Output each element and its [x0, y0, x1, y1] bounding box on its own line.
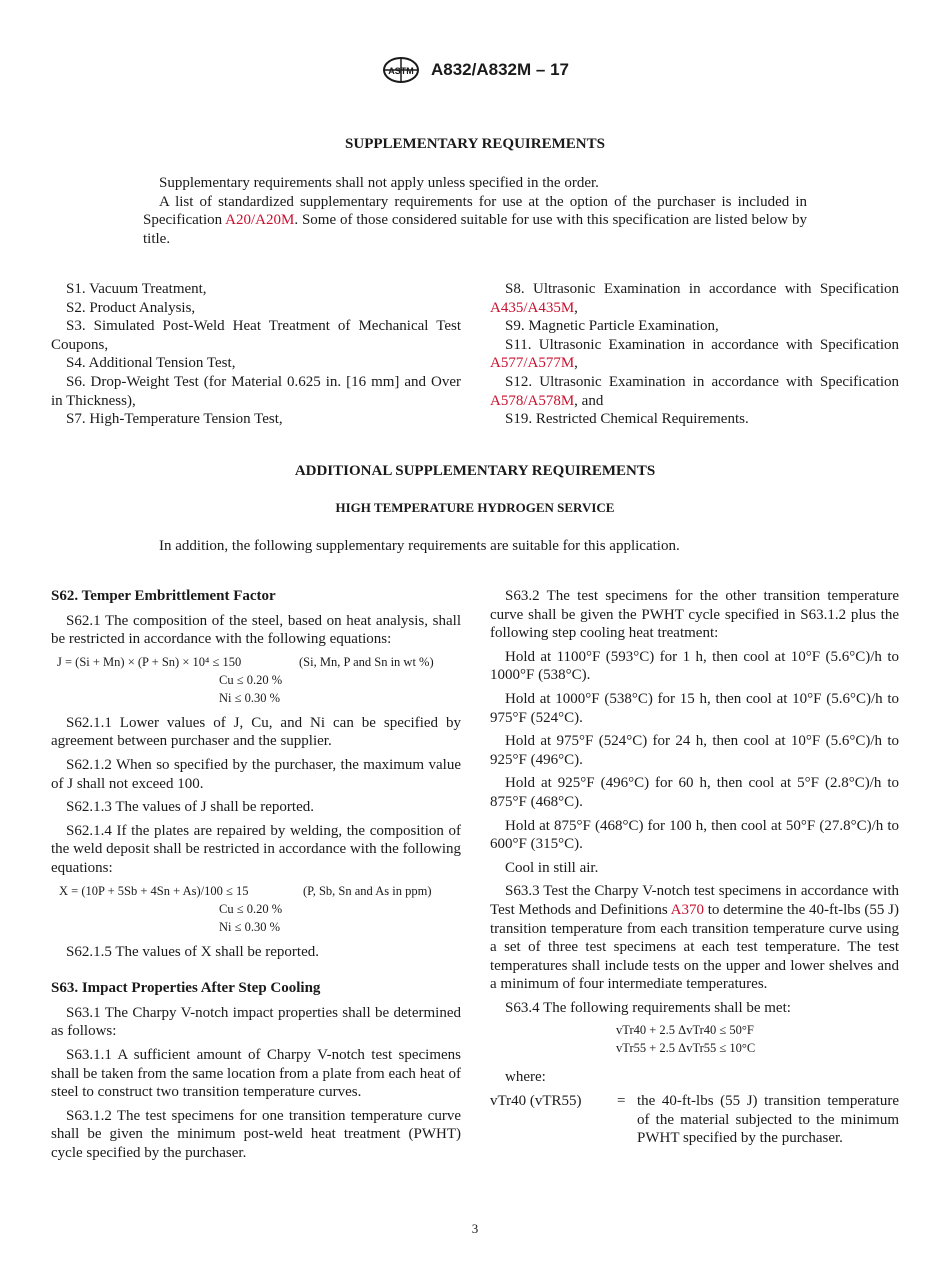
cool-step: Cool in still air.	[505, 859, 599, 876]
list-item: S2. Product Analysis,	[66, 299, 196, 316]
s63-2: S63.2 The test specimens for the other transition temperature curve shall be given the PWHT cycle specified in S63.1.2 plus the following step cooling heat treatment:	[490, 588, 899, 642]
definition-term: vTr40 (vTR55)	[490, 1093, 582, 1110]
left-column	[51, 587, 461, 1167]
s63-1: S63.1 The Charpy V-notch impact properties shall be determined as follows:	[51, 1004, 461, 1040]
definition-vtr40	[490, 1092, 899, 1168]
s62-1-4: S62.1.4 If the plates are repaired by welding, the composition of the weld deposit shall be restricted in accordance with the following equations:	[51, 822, 461, 876]
requirement-equations: vTr40 + 2.5 ΔvTr40 ≤ 50°F vTr55 + 2.5 ΔvTr55 ≤ 10°C	[616, 1023, 756, 1056]
additional-intro: In addition, the following supplementary requirements are suitable for this application.	[159, 538, 680, 554]
list-item: S19. Restricted Chemical Requirements.	[505, 411, 749, 428]
list-item: S11. Ultrasonic Examination in accordance with Specification A577/A577M,	[490, 336, 899, 372]
where-label: where:	[505, 1069, 546, 1086]
list-item: S7. High-Temperature Tension Test,	[66, 411, 283, 428]
hold-step-1: Hold at 1100°F (593°C) for 1 h, then cool at 10°F (5.6°C)/h to 1000°F (538°C).	[490, 648, 899, 684]
definition-text: the 40-ft-lbs (55 J) transition temperature of the material subjected to the minimum PWHT specified by the purchaser.	[637, 1093, 899, 1147]
link-a577[interactable]: A577/A577M	[490, 355, 575, 372]
list-item: S8. Ultrasonic Examination in accordance with Specification A435/A435M,	[490, 281, 899, 316]
s62-1-5: S62.1.5 The values of X shall be reported.	[66, 943, 320, 960]
link-a578[interactable]: A578/A578M	[490, 392, 575, 409]
equation-j: J = (Si + Mn) × (P + Sn) × 10⁴ ≤ 150 (Si, Mn, P and Sn in wt %) Cu ≤ 0.20 % Ni ≤ 0.30 %	[57, 654, 434, 705]
list-item: S12. Ultrasonic Examination in accordance with Specification A578/A578M, and	[490, 373, 899, 409]
link-a370[interactable]: A370	[670, 901, 704, 918]
s62-heading: S62. Temper Embrittlement Factor	[51, 588, 276, 604]
svg-text:ASTM: ASTM	[388, 66, 414, 76]
s62-1-3: S62.1.3 The values of J shall be reported.	[66, 799, 315, 816]
supplementary-intro	[143, 174, 807, 248]
s62-1-1: S62.1.1 Lower values of J, Cu, and Ni can be specified by agreement between purchaser and the supplier.	[51, 714, 461, 750]
hold-step-4: Hold at 925°F (496°C) for 60 h, then cool at 5°F (2.8°C)/h to 875°F (468°C).	[490, 775, 899, 810]
s63-3: S63.3 Test the Charpy V-notch test specimens in accordance with Test Methods and Definitions A370 to determine the 40-ft-lbs (55 J) transition temperature from each transition temperature curve using a set of three test specimens at each test temperature. The test temperatures shall include tests on the upper and lower shelves and a minimum of four intermediate temperatures.	[490, 883, 899, 993]
intro-paragraph-1: Supplementary requirements shall not apply unless specified in the order.	[159, 175, 599, 191]
hold-step-3: Hold at 975°F (524°C) for 24 h, then cool at 10°F (5.6°C)/h to 925°F (496°C).	[490, 733, 899, 768]
list-item: S1. Vacuum Treatment,	[66, 281, 207, 297]
hydrogen-service-subtitle: HIGH TEMPERATURE HYDROGEN SERVICE	[335, 500, 615, 515]
link-a20[interactable]: A20/A20M	[225, 212, 295, 229]
s63-heading: S63. Impact Properties After Step Cooling	[51, 980, 321, 997]
s63-4: S63.4 The following requirements shall be met:	[505, 999, 791, 1016]
page-header	[0, 56, 950, 84]
list-item: S6. Drop-Weight Test (for Material 0.625 in. [16 mm] and Over in Thickness),	[51, 373, 461, 409]
astm-logo-icon	[381, 56, 421, 84]
link-a435[interactable]: A435/A435M	[490, 299, 575, 316]
hold-step-2: Hold at 1000°F (538°C) for 15 h, then cool at 10°F (5.6°C)/h to 975°F (524°C).	[490, 690, 899, 726]
equation-x: X = (10P + 5Sb + 4Sn + As)/100 ≤ 15 (P, Sb, Sn and As in ppm) Cu ≤ 0.20 % Ni ≤ 0.30 %	[59, 883, 432, 934]
hold-step-5: Hold at 875°F (468°C) for 100 h, then cool at 50°F (27.8°C)/h to 600°F (315°C).	[490, 817, 899, 853]
page-number: 3	[471, 1221, 479, 1236]
s63-1-2: S63.1.2 The test specimens for one transition temperature curve shall be given the minimum post-weld heat treatment (PWHT) cycle specified by the purchaser.	[51, 1107, 461, 1161]
list-item: S4. Additional Tension Test,	[66, 355, 236, 372]
right-column	[490, 587, 899, 1168]
intro-paragraph-2: A list of standardized supplementary requirements for use at the option of the purchaser is included in Specification A20/A20M. Some of those considered suitable for use with this specification are listed below by title.	[143, 193, 807, 247]
additional-title: ADDITIONAL SUPPLEMENTARY REQUIREMENTS	[294, 463, 656, 479]
list-item: S3. Simulated Post-Weld Heat Treatment of Mechanical Test Coupons,	[51, 318, 461, 353]
s62-1-2: S62.1.2 When so specified by the purchaser, the maximum value of J shall not exceed 100.	[51, 756, 461, 792]
s62-1: S62.1 The composition of the steel, based on heat analysis, shall be restricted in accordance with the following equations:	[51, 612, 461, 648]
supp-list-left	[51, 280, 461, 429]
list-item: S9. Magnetic Particle Examination,	[505, 318, 719, 335]
definition-equals: =	[617, 1093, 626, 1110]
standard-designation: A832/A832M – 17	[431, 60, 569, 79]
s63-1-1: S63.1.1 A sufficient amount of Charpy V-notch test specimens shall be taken from the same location from a plate from each heat of steel to construct two transition temperature curves.	[51, 1046, 461, 1101]
supplementary-title: SUPPLEMENTARY REQUIREMENTS	[345, 136, 605, 152]
supp-list-right	[490, 280, 899, 429]
